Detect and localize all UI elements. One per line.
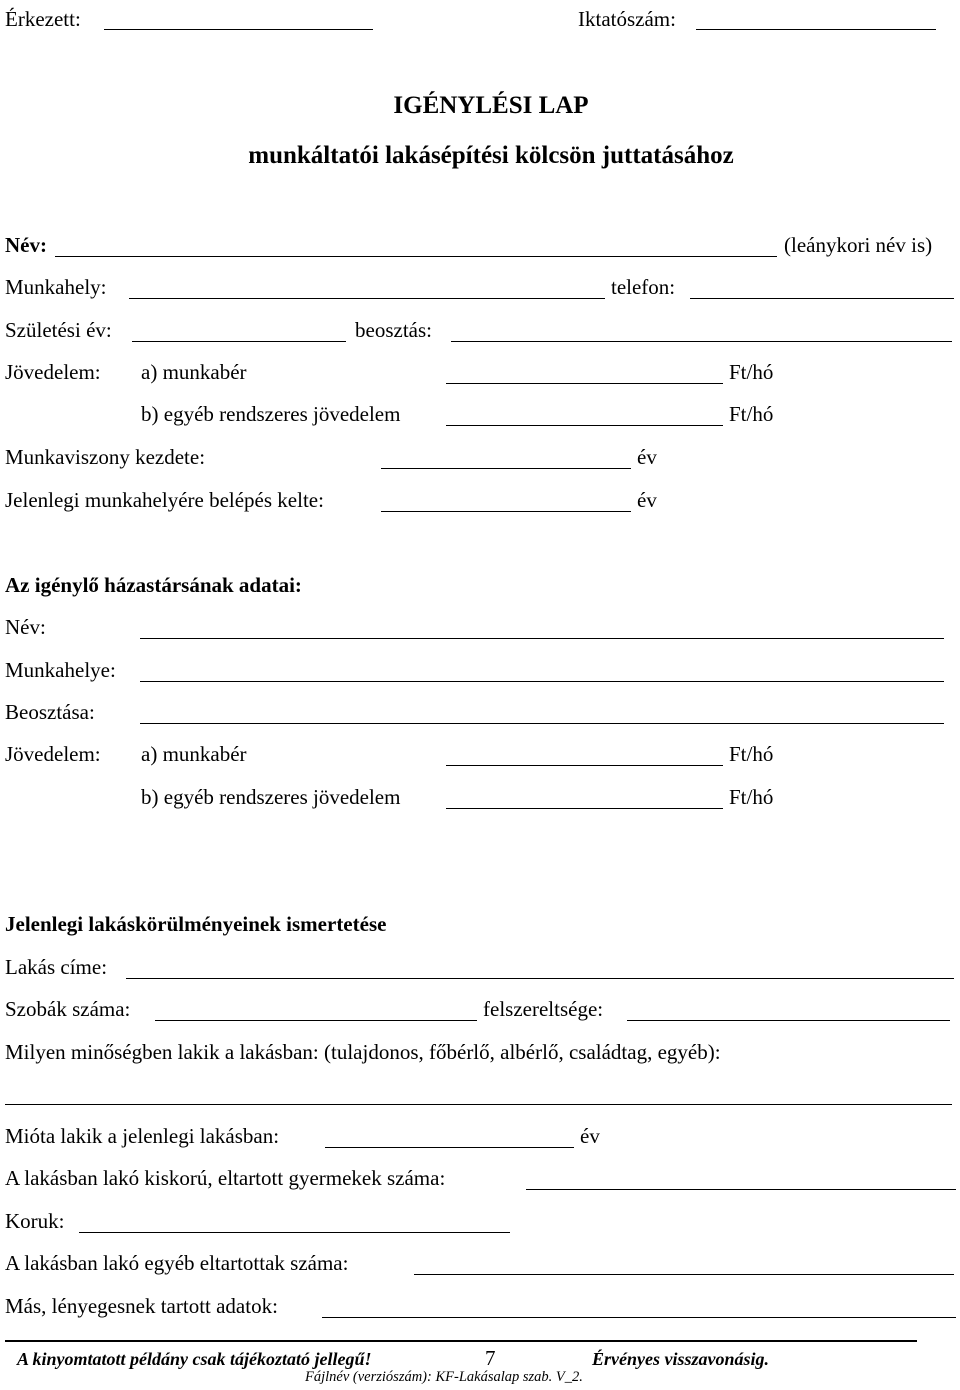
footer-note: A kinyomtatott példány csak tájékoztató jellegű! (17, 1349, 372, 1369)
employment-start-field[interactable] (381, 468, 631, 469)
employment-start-label: Munkaviszony kezdete: (5, 445, 206, 469)
received-field[interactable] (104, 29, 373, 30)
spouse-income-b-field[interactable] (446, 808, 723, 809)
other-data-label: Más, lényegesnek tartott adatok: (5, 1294, 278, 1318)
phone-label: telefon: (611, 275, 676, 299)
ages-field[interactable] (79, 1232, 510, 1233)
income-b-label: b) egyéb rendszeres jövedelem (141, 402, 401, 426)
spouse-heading: Az igénylő házastársának adatai: (5, 573, 302, 597)
current-entry-unit: év (637, 488, 657, 512)
current-entry-label: Jelenlegi munkahelyére belépés kelte: (5, 488, 324, 512)
income-b-field[interactable] (446, 425, 723, 426)
page-subtitle: munkáltatói lakásépítési kölcsön juttatásához (248, 142, 734, 169)
spouse-name-label: Név: (5, 615, 46, 639)
position-field[interactable] (451, 341, 952, 342)
other-dependents-field[interactable] (414, 1274, 954, 1275)
minors-label: A lakásban lakó kiskorú, eltartott gyermekek száma: (5, 1166, 446, 1190)
spouse-workplace-field[interactable] (140, 681, 944, 682)
since-unit: év (580, 1124, 600, 1148)
name-label: Név: (5, 233, 47, 257)
income-a-label: a) munkabér (141, 360, 247, 384)
ages-label: Koruk: (5, 1209, 65, 1233)
birth-year-field[interactable] (132, 341, 346, 342)
registration-label: Iktatószám: (578, 7, 676, 31)
received-label: Érkezett: (5, 7, 81, 31)
page-title: IGÉNYLÉSI LAP (393, 92, 589, 119)
spouse-position-field[interactable] (140, 723, 944, 724)
footer-validity: Érvényes visszavonásig. (592, 1349, 769, 1369)
spouse-name-field[interactable] (140, 638, 944, 639)
spouse-workplace-label: Munkahelye: (5, 658, 116, 682)
birth-year-label: Születési év: (5, 318, 112, 342)
spouse-income-a-field[interactable] (446, 765, 723, 766)
address-field[interactable] (126, 978, 954, 979)
position-label: beosztás: (355, 318, 432, 342)
other-data-field[interactable] (322, 1317, 956, 1318)
minors-field[interactable] (526, 1189, 956, 1190)
spouse-income-a-label: a) munkabér (141, 742, 247, 766)
current-entry-field[interactable] (381, 511, 631, 512)
name-field[interactable] (55, 256, 777, 257)
status-field[interactable] (5, 1104, 952, 1105)
equipment-field[interactable] (627, 1020, 950, 1021)
income-label: Jövedelem: (5, 360, 101, 384)
phone-field[interactable] (690, 298, 954, 299)
workplace-label: Munkahely: (5, 275, 107, 299)
workplace-field[interactable] (129, 298, 605, 299)
footer-divider (5, 1340, 917, 1342)
page-number: 7 (485, 1346, 496, 1370)
income-b-unit: Ft/hó (729, 402, 774, 426)
registration-field[interactable] (696, 29, 936, 30)
rooms-label: Szobák száma: (5, 997, 131, 1021)
equipment-label: felszereltsége: (483, 997, 604, 1021)
income-a-unit: Ft/hó (729, 360, 774, 384)
rooms-field[interactable] (155, 1020, 477, 1021)
spouse-income-b-label: b) egyéb rendszeres jövedelem (141, 785, 401, 809)
status-question: Milyen minőségben lakik a lakásban: (tulajdonos, főbérlő, albérlő, családtag, egyéb): (5, 1040, 721, 1064)
since-field[interactable] (325, 1147, 574, 1148)
footer-filename: Fájlnév (verziószám): KF-Lakásalap szab. V_2. (305, 1369, 583, 1385)
spouse-income-a-unit: Ft/hó (729, 742, 774, 766)
maiden-name-note: (leánykori név is) (784, 233, 933, 257)
address-label: Lakás címe: (5, 955, 108, 979)
since-label: Mióta lakik a jelenlegi lakásban: (5, 1124, 280, 1148)
spouse-income-b-unit: Ft/hó (729, 785, 774, 809)
spouse-income-label: Jövedelem: (5, 742, 101, 766)
spouse-position-label: Beosztása: (5, 700, 95, 724)
housing-heading: Jelenlegi lakáskörülményeinek ismertetése (5, 912, 387, 936)
other-dependents-label: A lakásban lakó egyéb eltartottak száma: (5, 1251, 349, 1275)
employment-start-unit: év (637, 445, 657, 469)
income-a-field[interactable] (446, 383, 723, 384)
